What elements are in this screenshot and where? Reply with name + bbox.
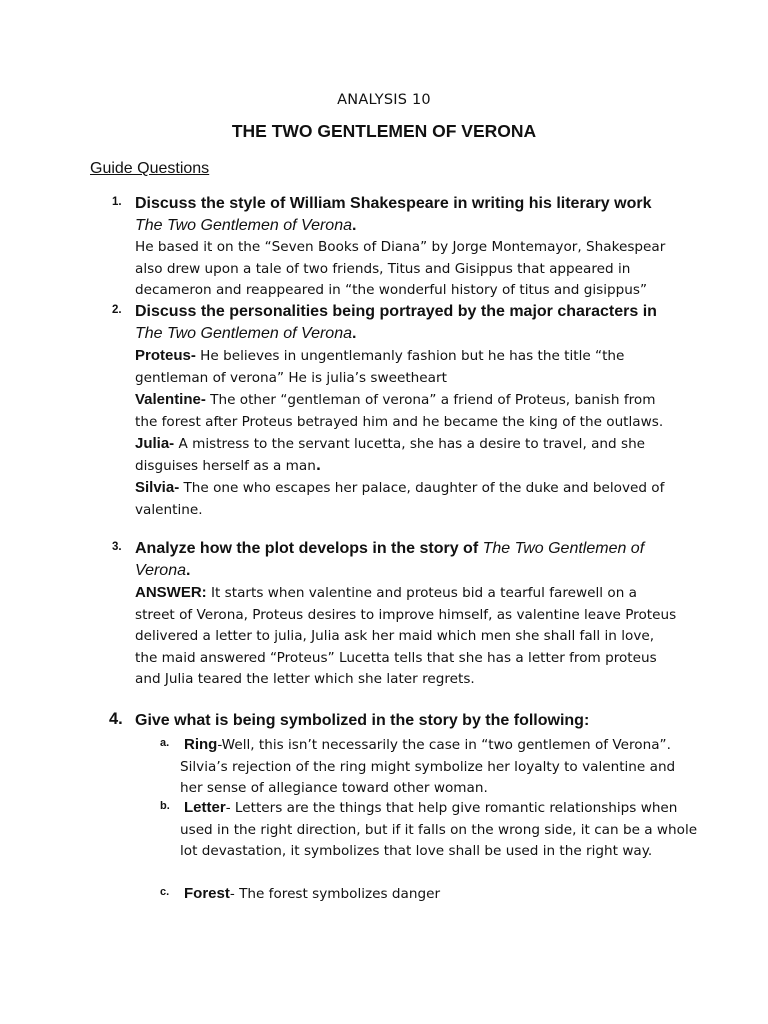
question-text: Discuss the personalities being portrayed by the major characters in The Two Gentlemen of Verona. xyxy=(135,303,657,342)
question-1 xyxy=(112,193,680,302)
character-label: Julia- xyxy=(135,435,175,452)
symbol-label: Letter xyxy=(184,799,226,816)
question-text: Give what is being symbolized in the story by the following: xyxy=(135,712,590,729)
symbol-label: Forest xyxy=(184,885,230,902)
question-number: 4. xyxy=(109,710,123,728)
character-silvia: Silvia- The one who escapes her palace, daughter of the duke and beloved of valentine. xyxy=(135,479,665,518)
work-title: The Two Gentlemen of Verona xyxy=(135,540,645,579)
symbol-label: Ring xyxy=(184,736,218,753)
question-3 xyxy=(112,538,680,691)
item-text: Ring-Well, this isn’t necessarily the case in “two gentlemen of Verona”. Silvia’s rejection of the ring might symbolize her loyalty to valentine and her sense of allegiance toward other woman. xyxy=(180,736,676,796)
answer-label: ANSWER: xyxy=(135,584,207,601)
symbol-item-letter xyxy=(160,797,700,863)
question-text: Analyze how the plot develops in the story of The Two Gentlemen of Verona. xyxy=(135,540,645,579)
item-text: Letter- Letters are the things that help give romantic relationships when used in the right direction, but if it falls on the wrong side, it can be a whole lot devastation, it symbolizes that love shall be used in the right way. xyxy=(180,799,698,859)
answer-text: ANSWER: It starts when valentine and proteus bid a tearful farewell on a street of Verona, Proteus desires to improve himself, as valentine leave Proteus delivered a letter to julia, Julia ask her maid which men she shall fall in love, the maid answered “Proteus” Lucetta tells that she has a letter from proteus and Julia teared the letter which she later regrets. xyxy=(135,584,677,687)
character-label: Silvia- xyxy=(135,479,180,496)
item-letter: c. xyxy=(160,886,170,898)
character-label: Valentine- xyxy=(135,391,206,408)
question-text: Discuss the style of William Shakespeare in writing his literary work The Two Gentlemen of Verona. xyxy=(135,195,652,234)
character-julia: Julia- A mistress to the servant lucetta, she has a desire to travel, and she disguises herself as a man. xyxy=(135,435,646,474)
analysis-number: ANALYSIS 10 xyxy=(337,92,431,108)
character-valentine: Valentine- The other “gentleman of verona” a friend of Proteus, banish from the forest after Proteus betrayed him and he became the king of the outlaws. xyxy=(135,391,664,430)
symbol-item-ring xyxy=(160,734,700,800)
question-4 xyxy=(109,710,680,732)
character-proteus: Proteus- He believes in ungentlemanly fashion but he has the title “the gentleman of verona” He is julia’s sweetheart xyxy=(135,347,625,386)
section-heading-guide-questions: Guide Questions xyxy=(90,160,210,177)
page-title: THE TWO GENTLEMEN OF VERONA xyxy=(231,121,537,141)
answer-text: He based it on the “Seven Books of Diana” by Jorge Montemayor, Shakespear also drew upon a tale of two friends, Titus and Gisippus that appeared in decameron and reappeared in “the wonderful history of titus and gisippus” xyxy=(135,239,666,298)
symbol-item-forest xyxy=(160,883,700,906)
question-number: 1. xyxy=(112,196,122,208)
item-letter: a. xyxy=(160,737,170,749)
question-number: 2. xyxy=(112,304,122,316)
item-text: Forest- The forest symbolizes danger xyxy=(184,885,441,902)
character-label: Proteus- xyxy=(135,347,196,364)
question-number: 3. xyxy=(112,541,122,553)
question-2 xyxy=(112,301,680,521)
work-title: The Two Gentlemen of Verona xyxy=(135,217,352,234)
work-title: The Two Gentlemen of Verona xyxy=(135,325,352,342)
item-letter: b. xyxy=(160,800,170,812)
